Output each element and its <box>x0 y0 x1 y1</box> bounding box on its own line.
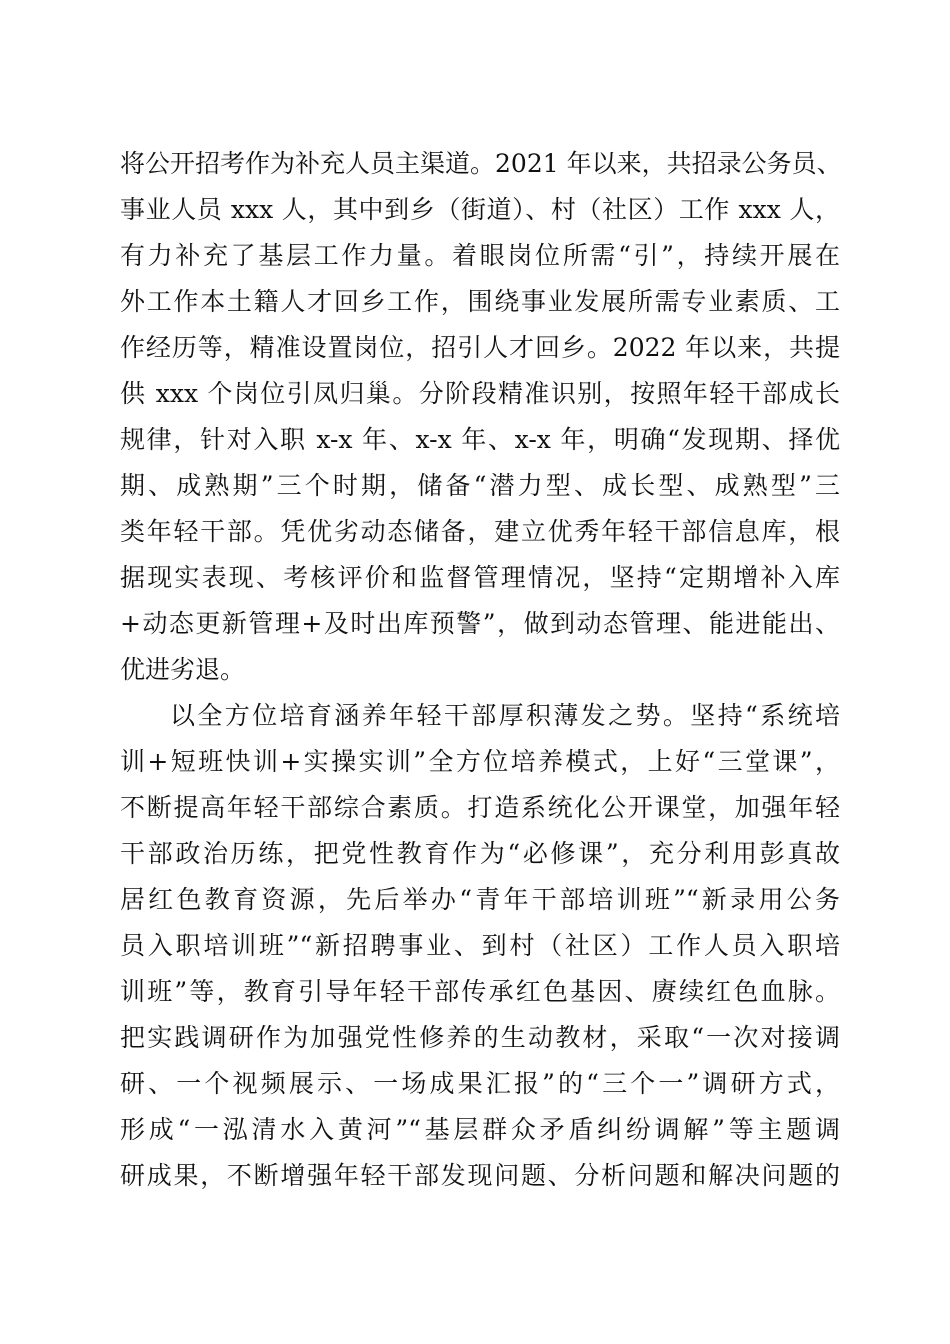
paragraph-2-line-2: 训+短班快训+实操实训”全方位培养模式，上好“三堂课”， <box>120 747 840 776</box>
paragraph-2-line-3: 不断提高年轻干部综合素质。打造系统化公开课堂，加强年轻 <box>120 793 840 822</box>
paragraph-1-line-8: 期、成熟期”三个时期，储备“潜力型、成长型、成熟型”三 <box>120 471 840 500</box>
paragraph-1-line-7: 规律，针对入职 x-x 年、x-x 年、x-x 年，明确“发现期、择优 <box>120 425 840 454</box>
paragraph-1-line-12: 优进劣退。 <box>120 655 246 684</box>
paragraph-1-line-3: 有力补充了基层工作力量。着眼岗位所需“引”，持续开展在 <box>120 241 840 270</box>
paragraph-2-line-1: 以全方位培育涵养年轻干部厚积薄发之势。坚持“系统培 <box>170 701 840 730</box>
paragraph-2-line-8: 把实践调研作为加强党性修养的生动教材，采取“一次对接调 <box>120 1023 840 1052</box>
paragraph-2-line-5: 居红色教育资源，先后举办“青年干部培训班”“新录用公务 <box>120 885 840 914</box>
paragraph-1-line-4: 外工作本土籍人才回乡工作，围绕事业发展所需专业素质、工 <box>120 287 840 316</box>
paragraph-1-line-1: 将公开招考作为补充人员主渠道。2021 年以来，共招录公务员、 <box>120 149 842 178</box>
paragraph-2 <box>120 693 840 1199</box>
paragraph-2-line-9: 研、一个视频展示、一场成果汇报”的“三个一”调研方式， <box>120 1069 840 1098</box>
paragraph-2-line-7: 训班”等，教育引导年轻干部传承红色基因、赓续红色血脉。 <box>120 977 840 1006</box>
paragraph-2-line-6: 员入职培训班”“新招聘事业、到村（社区）工作人员入职培 <box>120 931 840 960</box>
paragraph-1-line-6: 供 xxx 个岗位引凤归巢。分阶段精准识别，按照年轻干部成长 <box>120 379 840 408</box>
paragraph-1-line-11: +动态更新管理+及时出库预警”，做到动态管理、能进能出、 <box>120 609 840 638</box>
paragraph-2-line-11: 研成果，不断增强年轻干部发现问题、分析问题和解决问题的 <box>120 1161 840 1190</box>
paragraph-1 <box>120 141 840 693</box>
paragraph-1-line-5: 作经历等，精准设置岗位，招引人才回乡。2022 年以来，共提 <box>120 333 840 362</box>
paragraph-2-line-10: 形成“一泓清水入黄河”“基层群众矛盾纠纷调解”等主题调 <box>120 1115 840 1144</box>
paragraph-1-line-2: 事业人员 xxx 人，其中到乡（街道）、村（社区）工作 xxx 人， <box>120 195 840 224</box>
paragraph-2-line-4: 干部政治历练，把党性教育作为“必修课”，充分利用彭真故 <box>120 839 840 868</box>
paragraph-1-line-10: 据现实表现、考核评价和监督管理情况，坚持“定期增补入库 <box>120 563 840 592</box>
paragraph-1-line-9: 类年轻干部。凭优劣动态储备，建立优秀年轻干部信息库，根 <box>120 517 840 546</box>
